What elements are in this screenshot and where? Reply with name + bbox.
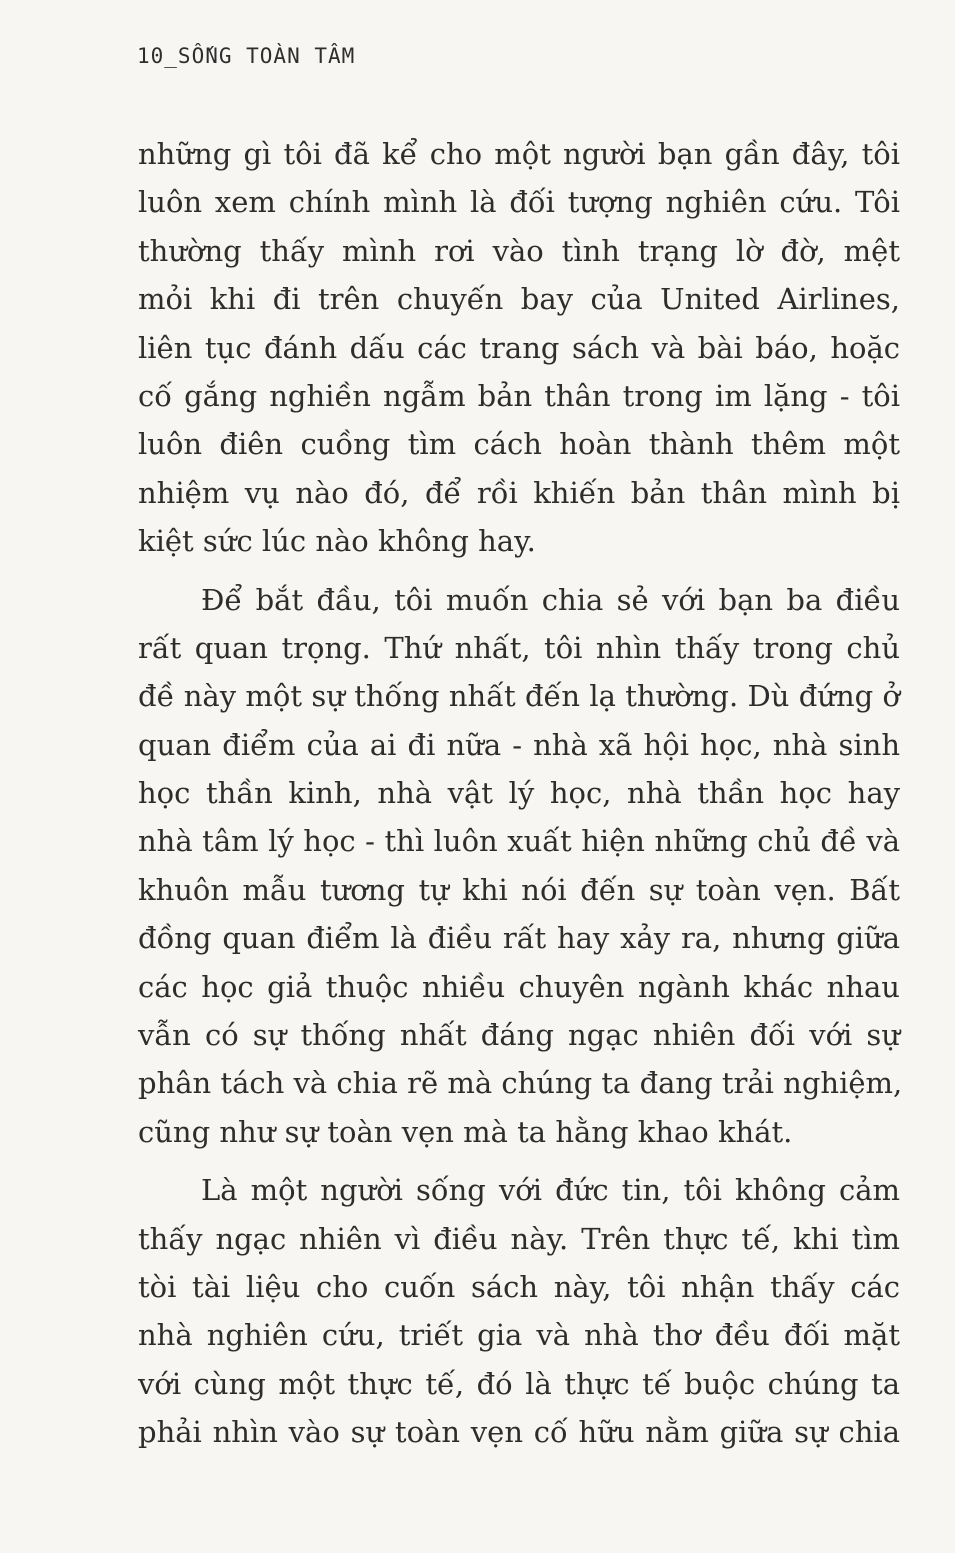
- text-line: cố gắng nghiền ngẫm bản thân trong im lặng - tôi: [138, 378, 900, 413]
- text-line: Để bắt đầu, tôi muốn chia sẻ với bạn ba điều: [201, 582, 900, 617]
- paragraph-1: [138, 130, 900, 566]
- text-line: nhiệm vụ nào đó, để rồi khiến bản thân mình bị: [138, 475, 900, 510]
- text-line: Là một người sống với đức tin, tôi không cảm: [201, 1173, 900, 1208]
- text-line: khuôn mẫu tương tự khi nói đến sự toàn vẹn. Bất: [138, 872, 900, 907]
- body-text: [138, 130, 903, 1467]
- text-line: nhà tâm lý học - thì luôn xuất hiện những chủ đề và: [138, 824, 900, 859]
- text-line: mỏi khi đi trên chuyến bay của United Airlines,: [138, 282, 900, 317]
- text-line: với cùng một thực tế, đó là thực tế buộc chúng ta: [138, 1366, 900, 1401]
- text-line: tòi tài liệu cho cuốn sách này, tôi nhận thấy các: [138, 1269, 900, 1304]
- text-line: nhà nghiên cứu, triết gia và nhà thơ đều đối mặt: [138, 1318, 900, 1353]
- text-line: kiệt sức lúc nào không hay.: [138, 524, 536, 559]
- text-line: rất quan trọng. Thứ nhất, tôi nhìn thấy trong chủ: [138, 630, 900, 665]
- text-line: học thần kinh, nhà vật lý học, nhà thần học hay: [138, 776, 900, 811]
- text-line: luôn xem chính mình là đối tượng nghiên cứu. Tôi: [138, 185, 900, 220]
- text-line: phân tách và chia rẽ mà chúng ta đang trải nghiệm,: [138, 1066, 903, 1101]
- running-header: 10_SỐNG TOÀN TÂM: [137, 44, 356, 68]
- text-line: thường thấy mình rơi vào tình trạng lờ đờ, mệt: [138, 233, 900, 268]
- text-line: quan điểm của ai đi nữa - nhà xã hội học, nhà sinh: [138, 727, 900, 762]
- text-line: đồng quan điểm là điều rất hay xảy ra, nhưng giữa: [138, 921, 900, 956]
- paragraph-3: [138, 1166, 900, 1456]
- text-line: các học giả thuộc nhiều chuyên ngành khác nhau: [138, 969, 900, 1004]
- text-line: liên tục đánh dấu các trang sách và bài báo, hoặc: [138, 330, 900, 365]
- text-line: những gì tôi đã kể cho một người bạn gần đây, tôi: [138, 137, 900, 171]
- text-line: luôn điên cuồng tìm cách hoàn thành thêm một: [138, 427, 900, 462]
- text-line: đề này một sự thống nhất đến lạ thường. Dù đứng ở: [138, 679, 900, 714]
- paragraph-2: [138, 576, 903, 1157]
- text-line: cũng như sự toàn vẹn mà ta hằng khao khát.: [138, 1114, 793, 1149]
- text-line: vẫn có sự thống nhất đáng ngạc nhiên đối với sự: [138, 1018, 900, 1053]
- text-line: phải nhìn vào sự toàn vẹn cố hữu nằm giữa sự chia: [138, 1415, 900, 1450]
- text-line: thấy ngạc nhiên vì điều này. Trên thực tế, khi tìm: [138, 1221, 900, 1256]
